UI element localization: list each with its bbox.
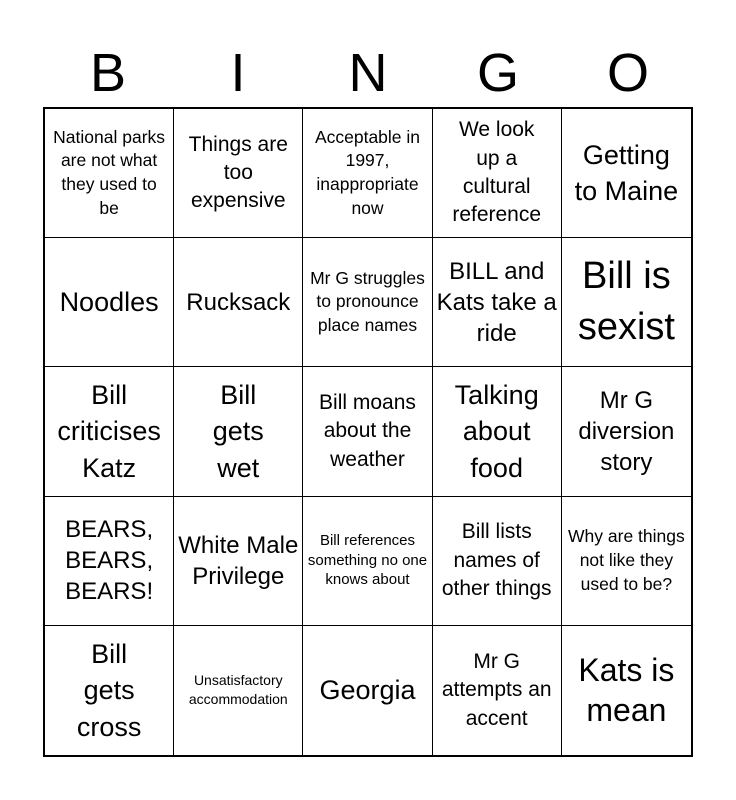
bingo-cell[interactable] — [174, 109, 303, 238]
bingo-cell[interactable] — [174, 626, 303, 755]
bingo-cell[interactable] — [303, 367, 432, 496]
bingo-cell[interactable] — [303, 109, 432, 238]
bingo-cell-text: White Male Privilege — [178, 531, 299, 590]
bingo-cell[interactable] — [433, 367, 562, 496]
bingo-cell-text: Unsatisfactory accommodation — [188, 671, 288, 708]
bingo-cell[interactable] — [562, 497, 691, 626]
header-letter-n: N — [348, 43, 388, 103]
bingo-header — [43, 40, 693, 106]
bingo-cell-text: National parks are not what they used to be — [53, 126, 166, 218]
bingo-cell-text: Bill criticises Katz — [57, 379, 161, 483]
bingo-cell[interactable] — [562, 626, 691, 755]
bingo-cell[interactable] — [45, 497, 174, 626]
bingo-cell-text: Acceptable in 1997, inappropriate now — [314, 126, 421, 218]
bingo-cell[interactable] — [433, 626, 562, 755]
bingo-cell-text: Mr G attempts an accent — [441, 649, 552, 730]
bingo-cell-text: We look up a cultural reference — [452, 118, 542, 227]
bingo-cell-text: Things are too expensive — [188, 132, 288, 213]
bingo-cell[interactable] — [433, 109, 562, 238]
bingo-cell-text: Mr G diversion story — [578, 386, 675, 477]
bingo-cell-text: Bill lists names of other things — [441, 520, 552, 600]
bingo-cell-text: Why are things not like they used to be? — [568, 526, 685, 594]
header-letter-o: O — [606, 43, 649, 103]
bingo-cell-text: BILL and Kats take a ride — [436, 257, 557, 347]
bingo-cell[interactable] — [174, 497, 303, 626]
bingo-cell-text: Bill moans about the weather — [319, 390, 416, 471]
bingo-cell-text: Bill is sexist — [577, 254, 675, 349]
bingo-cell[interactable] — [562, 238, 691, 367]
bingo-cell[interactable] — [303, 626, 432, 755]
bingo-cell-text: Mr G struggles to pronounce place names — [310, 267, 425, 336]
bingo-cell-text: Kats is mean — [578, 652, 675, 729]
bingo-card-grid — [43, 107, 693, 757]
bingo-cell-text: Bill gets cross — [76, 638, 142, 742]
bingo-cell-text: Bill references something no one knows about — [307, 532, 428, 589]
bingo-cell[interactable] — [562, 367, 691, 496]
header-letter-i: I — [230, 43, 246, 103]
bingo-cell[interactable] — [433, 497, 562, 626]
bingo-cell[interactable] — [45, 367, 174, 496]
bingo-cell[interactable] — [303, 497, 432, 626]
bingo-cell-text: BEARS, BEARS, BEARS! — [65, 515, 154, 606]
header-letter-g: G — [476, 43, 519, 103]
bingo-cell-text: Bill gets wet — [212, 379, 264, 483]
bingo-cell-text: Talking about food — [454, 379, 539, 483]
bingo-cell[interactable] — [45, 109, 174, 238]
bingo-cell-text: Getting to Maine — [574, 139, 679, 207]
bingo-cell[interactable] — [562, 109, 691, 238]
bingo-cell-text: Noodles — [59, 287, 159, 318]
bingo-cell-text: Rucksack — [186, 288, 291, 316]
bingo-cell[interactable] — [45, 238, 174, 367]
bingo-cell[interactable] — [45, 626, 174, 755]
bingo-cell[interactable] — [433, 238, 562, 367]
bingo-cell-text: Georgia — [319, 675, 416, 706]
bingo-cell[interactable] — [303, 238, 432, 367]
header-letter-b: B — [89, 43, 127, 103]
bingo-cell[interactable] — [174, 238, 303, 367]
bingo-cell[interactable] — [174, 367, 303, 496]
